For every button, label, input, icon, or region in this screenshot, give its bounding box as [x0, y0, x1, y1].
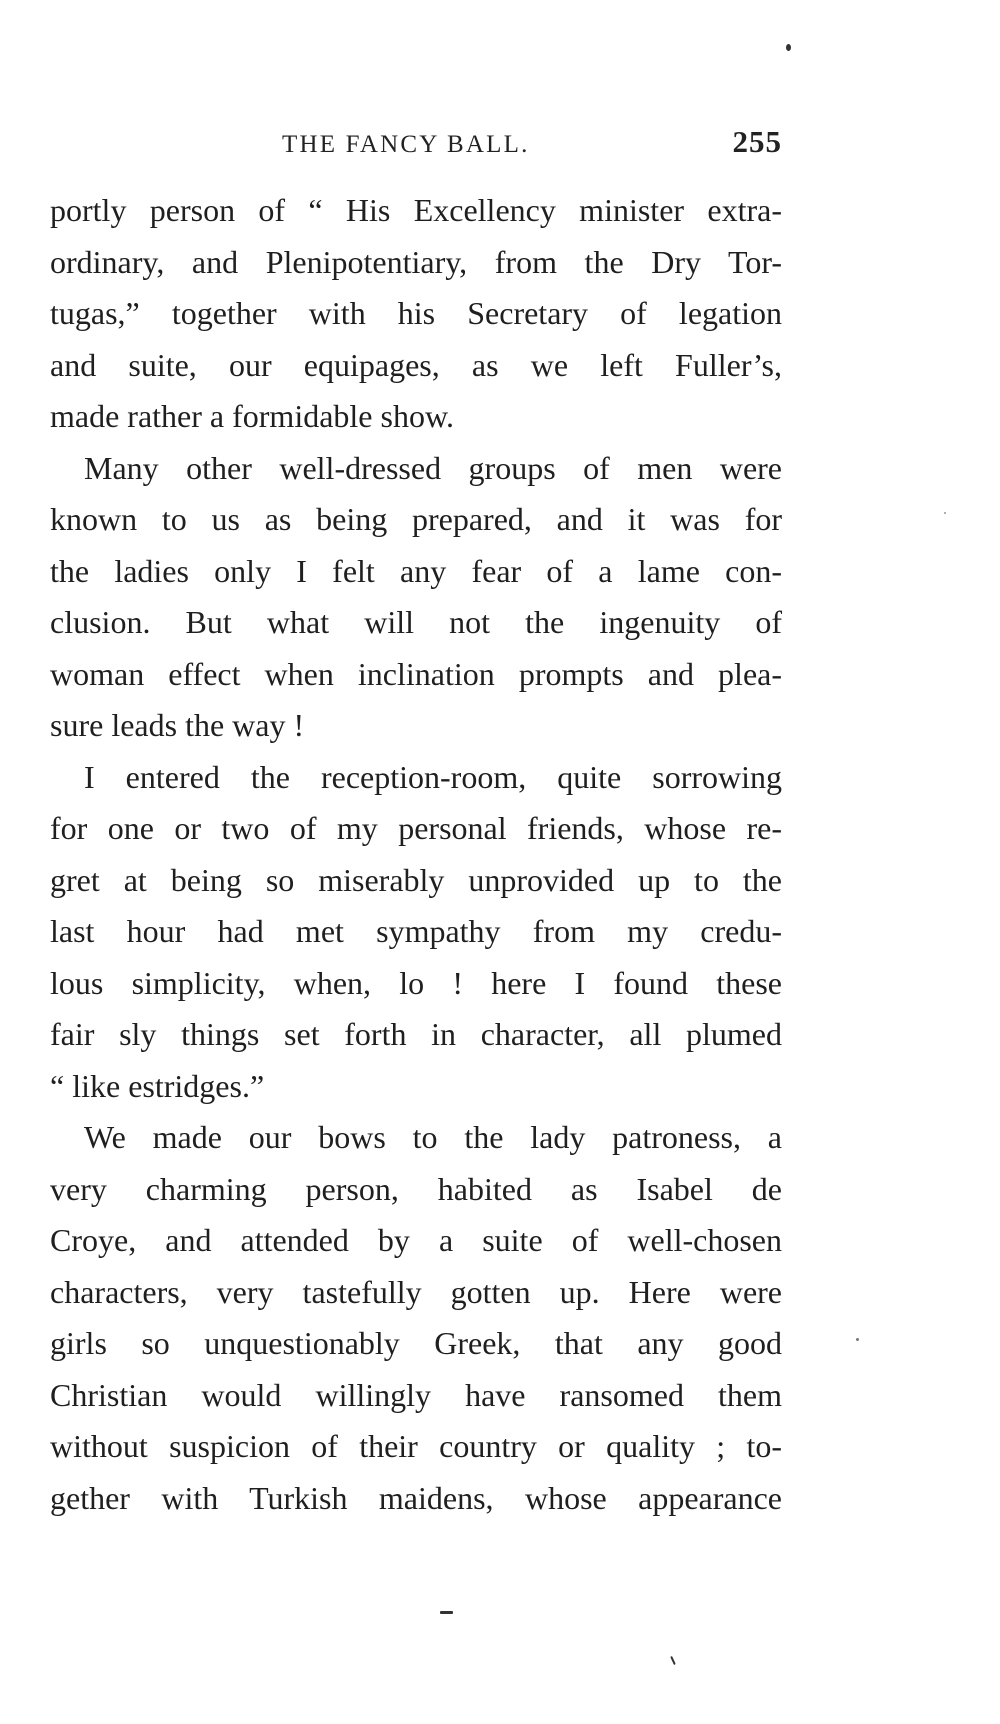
text-line: portly person of “ His Excellency minister extra- — [50, 192, 782, 228]
scan-speck — [670, 1656, 676, 1665]
paragraph — [50, 1112, 782, 1524]
paragraph — [50, 752, 782, 1113]
text-line: last hour had met sympathy from my credu- — [50, 913, 782, 949]
text-line: woman effect when inclination prompts and plea- — [50, 655, 782, 692]
scan-speck — [786, 44, 791, 51]
text-line: Christian would willingly have ransomed them — [50, 1376, 782, 1413]
text-line: ordinary, and Plenipotentiary, from the Dry Tor- — [50, 243, 782, 280]
running-title: THE FANCY BALL. — [282, 131, 530, 158]
text-line: gether with Turkish maidens, whose appearance — [50, 1479, 782, 1516]
text-line: “ like estridges.” — [50, 1067, 265, 1104]
text-line: tugas,” together with his Secretary of legation — [50, 295, 782, 331]
text-line: the ladies only I felt any fear of a lame con- — [50, 552, 782, 589]
text-line: known to us as being prepared, and it was for — [50, 501, 782, 537]
text-line: very charming person, habited as Isabel de — [50, 1170, 782, 1207]
text-line: for one or two of my personal friends, whose re- — [50, 810, 782, 846]
text-line: Many other well-dressed groups of men were — [84, 449, 782, 486]
body-text — [50, 185, 782, 1524]
text-line: clusion. But what will not the ingenuity of — [50, 604, 782, 640]
page-number: 255 — [732, 124, 782, 159]
text-line: girls so unquestionably Greek, that any good — [50, 1325, 782, 1361]
text-line: and suite, our equipages, as we left Fuller’s, — [50, 346, 782, 383]
text-line: Croye, and attended by a suite of well-chosen — [50, 1222, 782, 1258]
text-line: made rather a formidable show. — [50, 398, 454, 434]
paragraph — [50, 443, 782, 752]
text-line: We made our bows to the lady patroness, a — [84, 1119, 782, 1155]
scan-speck — [856, 1338, 859, 1341]
running-head — [282, 124, 782, 164]
paragraph — [50, 185, 782, 443]
text-line: lous simplicity, when, lo ! here I found these — [50, 964, 782, 1001]
text-line: I entered the reception-room, quite sorrowing — [84, 758, 782, 795]
text-line: characters, very tastefully gotten up. Here were — [50, 1273, 782, 1310]
text-line: sure leads the way ! — [50, 707, 305, 743]
scan-speck — [440, 1611, 453, 1614]
text-line: without suspicion of their country or quality ; to- — [50, 1428, 782, 1464]
text-line: fair sly things set forth in character, all plumed — [50, 1016, 782, 1052]
text-line: gret at being so miserably unprovided up to the — [50, 861, 782, 898]
scan-speck — [944, 512, 946, 514]
